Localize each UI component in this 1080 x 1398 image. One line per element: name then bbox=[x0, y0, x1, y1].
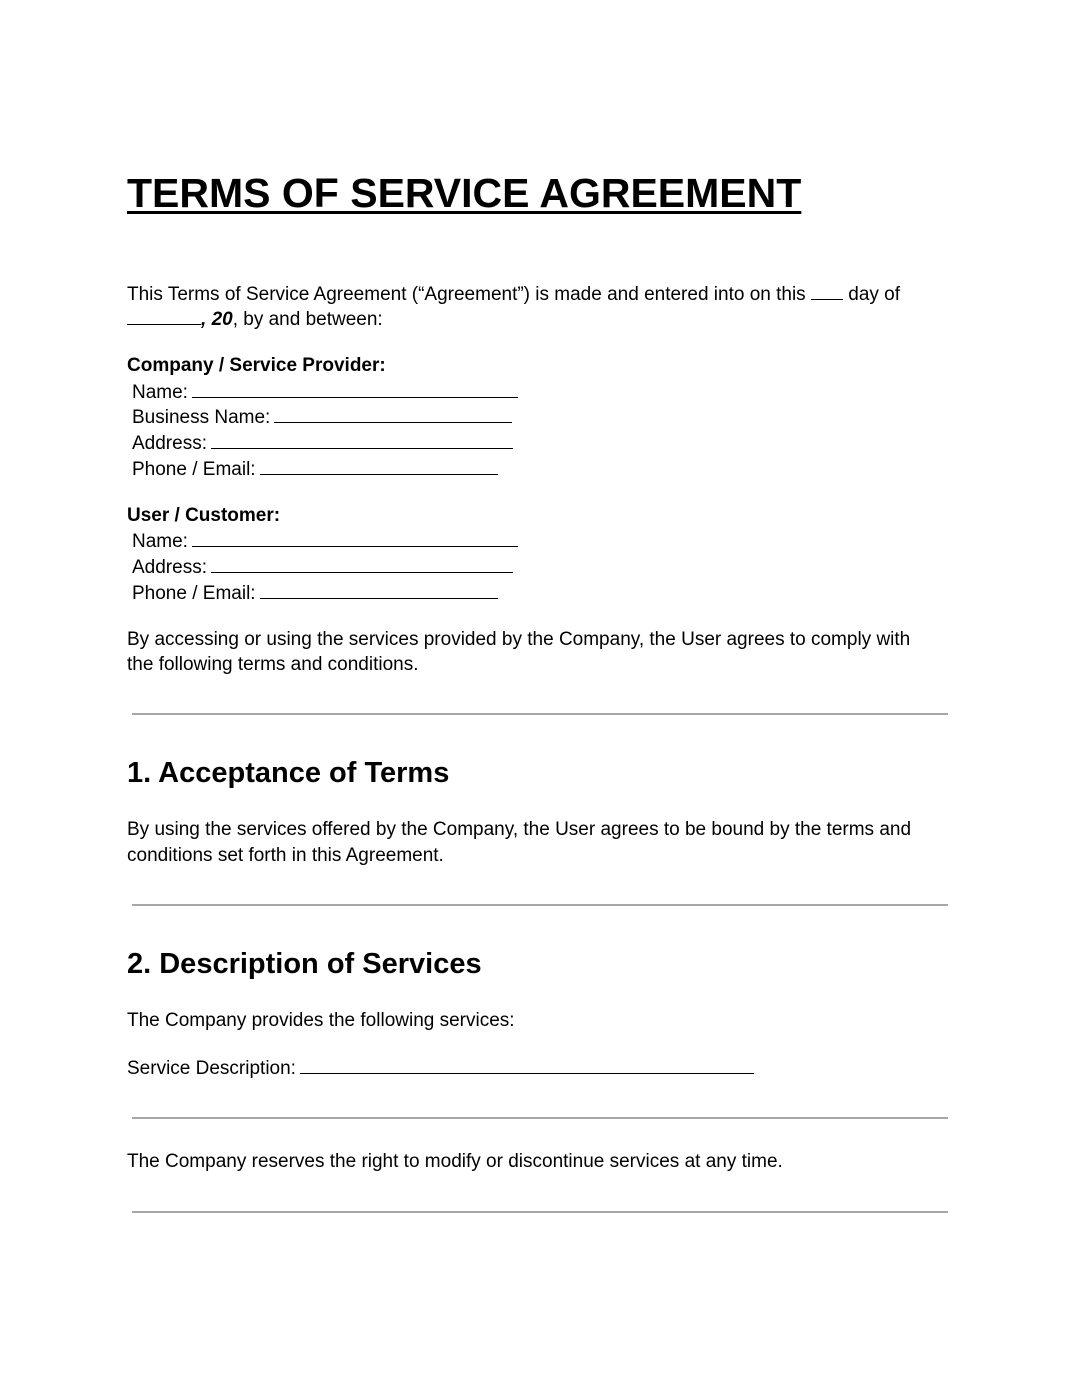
intro-line-2 bbox=[127, 306, 383, 332]
intro-comma: , bbox=[201, 309, 207, 330]
service-description-label: Service Description: bbox=[127, 1058, 296, 1079]
user-name-label: Name: bbox=[132, 531, 188, 552]
user-address-row bbox=[132, 554, 513, 580]
company-address-row bbox=[132, 430, 513, 456]
company-business-name-row bbox=[132, 404, 512, 430]
company-business-name-field[interactable] bbox=[274, 404, 512, 423]
company-section-heading: Company / Service Provider: bbox=[127, 355, 386, 376]
user-name-row bbox=[132, 528, 518, 554]
agreement-line-2: the following terms and conditions. bbox=[127, 654, 419, 675]
intro-line-1 bbox=[127, 281, 900, 307]
service-description-row bbox=[127, 1055, 754, 1081]
agreement-line-1: By accessing or using the services provided by the Company, the User agrees to comply with bbox=[127, 629, 911, 650]
user-phone-email-field[interactable] bbox=[260, 580, 498, 599]
user-phone-email-label: Phone / Email: bbox=[132, 583, 256, 604]
service-description-field[interactable] bbox=[300, 1055, 754, 1074]
company-business-name-label: Business Name: bbox=[132, 407, 271, 428]
section-1-line-1: By using the services offered by the Company, the User agrees to be bound by the terms and bbox=[127, 819, 912, 840]
document-title: TERMS OF SERVICE AGREEMENT bbox=[127, 170, 802, 216]
company-phone-email-field[interactable] bbox=[260, 456, 498, 475]
user-phone-email-row bbox=[132, 580, 498, 606]
user-address-field[interactable] bbox=[211, 554, 513, 573]
divider bbox=[132, 1211, 948, 1213]
intro-text-part2: day of bbox=[848, 284, 901, 305]
intro-text-part3: , by and between: bbox=[232, 309, 383, 330]
section-2-heading: 2. Description of Services bbox=[127, 948, 482, 980]
user-name-field[interactable] bbox=[192, 528, 518, 547]
company-name-label: Name: bbox=[132, 382, 188, 403]
company-address-field[interactable] bbox=[211, 430, 513, 449]
section-2-line-1: The Company provides the following services: bbox=[127, 1010, 515, 1031]
divider bbox=[132, 1117, 948, 1119]
company-name-row bbox=[132, 379, 518, 405]
month-blank[interactable] bbox=[127, 306, 201, 325]
day-blank[interactable] bbox=[811, 281, 843, 300]
intro-year: 20 bbox=[211, 309, 233, 330]
user-address-label: Address: bbox=[132, 557, 207, 578]
company-phone-email-row bbox=[132, 456, 498, 482]
section-1-line-2: conditions set forth in this Agreement. bbox=[127, 845, 444, 866]
divider bbox=[132, 904, 948, 906]
divider bbox=[132, 713, 948, 715]
intro-text-part1: This Terms of Service Agreement (“Agreement”) is made and entered into on this bbox=[127, 284, 806, 305]
company-address-label: Address: bbox=[132, 433, 207, 454]
user-section-heading: User / Customer: bbox=[127, 505, 281, 526]
section-1-heading: 1. Acceptance of Terms bbox=[127, 757, 450, 789]
section-2-closing: The Company reserves the right to modify or discontinue services at any time. bbox=[127, 1151, 783, 1172]
company-name-field[interactable] bbox=[192, 379, 518, 398]
company-phone-email-label: Phone / Email: bbox=[132, 459, 256, 480]
